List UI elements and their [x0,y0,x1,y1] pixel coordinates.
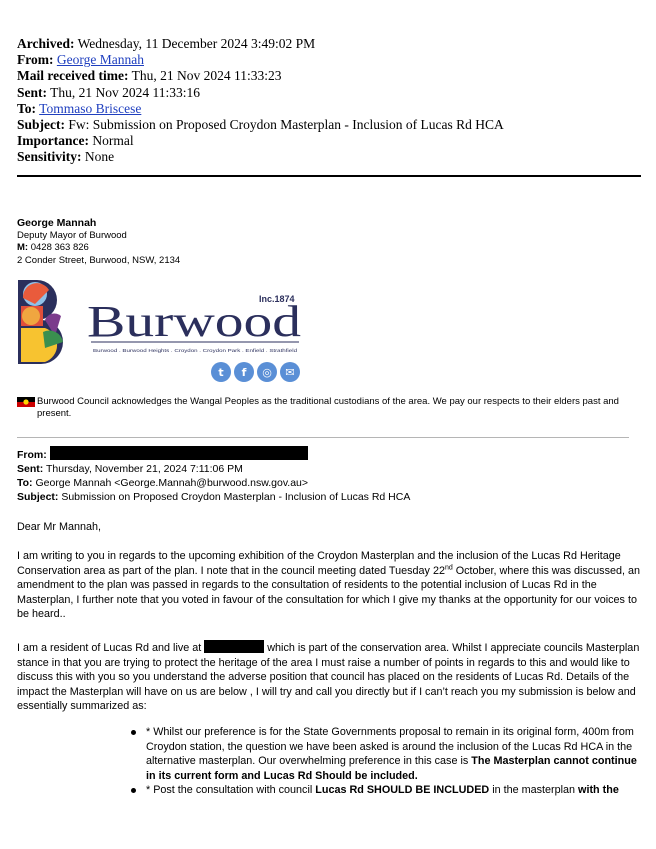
paragraph-2 [17,640,642,714]
fwd-to-value: George Mannah <George.Mannah@burwood.nsw.gov.au> [35,477,309,489]
to-label: To: [17,100,37,116]
from-label: From: [17,52,54,68]
email-header [17,36,504,166]
burwood-logo [15,276,305,366]
subject-value: Fw: Submission on Proposed Croydon Masterplan - Inclusion of Lucas Rd HCA [68,117,504,133]
logo-wordmark: Burwood [87,297,301,346]
salutation: Dear Mr Mannah, [17,521,102,533]
bullet-1-bold: The Masterplan cannot continue in its current form and Lucas Rd Should be included. [146,755,637,782]
bullet-icon [131,788,136,793]
mail-received-label: Mail received time: [17,68,129,84]
signature-address: 2 Conder Street, Burwood, NSW, 2134 [17,254,181,266]
sent-value: Thu, 21 Nov 2024 11:33:16 [50,84,201,100]
to-link[interactable]: Tommaso Briscese [39,100,142,116]
signature-mobile: 0428 363 826 [30,242,89,253]
from-link[interactable]: George Mannah [56,52,144,68]
social-icons [211,362,300,382]
fwd-sent-label: Sent: [17,463,44,475]
paragraph-1-end: October, where this was discussed, an amendment to the plan was passed in regards to the consultation of residents to the potential inclusion of Lucas Rd in the Masterplan, I further note that you voted in favour of the consultation for which I give my thanks at the opportunity for our voices to be heard.. [17,564,640,620]
paragraph-2-start: I am a resident of Lucas Rd and live at [17,642,202,654]
sensitivity-value: None [84,149,115,165]
signature-name: George Mannah [17,217,97,229]
bullet-1-text: * Whilst our preference is for the State Governments proposal to remain in its original form, 400m from Croydon station, the question we have been asked is around the inclusion of the Lucas Rd HCA in the alternative masterplan. Our overwhelming preference in this case is [146,726,634,767]
sensitivity-label: Sensitivity: [17,149,82,165]
bullet-2-bold-b: with the [578,784,619,796]
paragraph-2-end: which is part of the conservation area. Whilst I appreciate councils Masterplan stance in that you are trying to protect the heritage of the area I must raise a number of points in regards to this and would like to discuss this with you so you understand the adverse position that council has placed on the residents of Lucas Rd. Details of the impact the Masterplan will have on us are below , I will try and call you directly but if I can’t reach you my submission is below and essentially summarized as: [17,642,640,712]
header-divider [17,175,641,177]
redacted-sender [50,446,308,460]
redacted-address [204,640,264,653]
facebook-icon[interactable]: f [234,362,254,382]
fwd-subject-value: Submission on Proposed Croydon Masterplan - Inclusion of Lucas Rd HCA [61,491,411,503]
archived-value: Wednesday, 11 December 2024 3:49:02 PM [77,36,316,51]
importance-label: Importance: [17,133,89,149]
burwood-emblem [18,280,63,364]
logo-inc: Inc.1874 [259,294,295,304]
subject-label: Subject: [17,117,65,133]
mail-received-value: Thu, 21 Nov 2024 11:33:23 [131,68,282,84]
wechat-icon[interactable]: ✉ [280,362,300,382]
fwd-to-label: To: [17,477,33,489]
signature-title: Deputy Mayor of Burwood [17,229,127,241]
paragraph-1-start: I am writing to you in regards to the upcoming exhibition of the Croydon Masterplan and the inclusion of the Lucas Rd Heritage Conservation area as part of the plan. I note that in the council meeting dated Tuesday 22 [17,550,621,577]
importance-value: Normal [92,133,134,149]
forwarded-header [17,446,410,504]
signature-mobile-label: M: [17,242,29,253]
forward-divider [17,437,629,438]
acknowledgement-text: Burwood Council acknowledges the Wangal Peoples as the traditional custodians of the area. We pay our respects to their elders past and present. [37,396,619,419]
archived-label: Archived: [17,36,75,51]
bullet-icon [131,730,136,735]
bullet-2-text-b: in the masterplan [489,784,579,796]
list-item [131,783,641,798]
country-acknowledgement [17,396,635,420]
sent-label: Sent: [17,84,47,100]
instagram-icon[interactable]: ◎ [257,362,277,382]
bullet-2-bold-a: Lucas Rd SHOULD BE INCLUDED [315,784,490,796]
bullet-2-text-a: * Post the consultation with council [146,784,316,796]
fwd-from-label: From: [17,449,47,461]
fwd-subject-label: Subject: [17,491,59,503]
paragraph-1 [17,549,642,622]
list-item [131,725,641,783]
paragraph-1-ordinal: nd [444,563,453,571]
signature-block [17,217,180,267]
summary-list [131,725,641,798]
fwd-sent-value: Thursday, November 21, 2024 7:11:06 PM [45,463,243,475]
aboriginal-flag-icon [17,397,35,407]
logo-suburbs: Burwood . Burwood Heights . Croydon . Croydon Park . Enfield . Strathfield [93,348,298,353]
twitter-icon[interactable]: t [211,362,231,382]
